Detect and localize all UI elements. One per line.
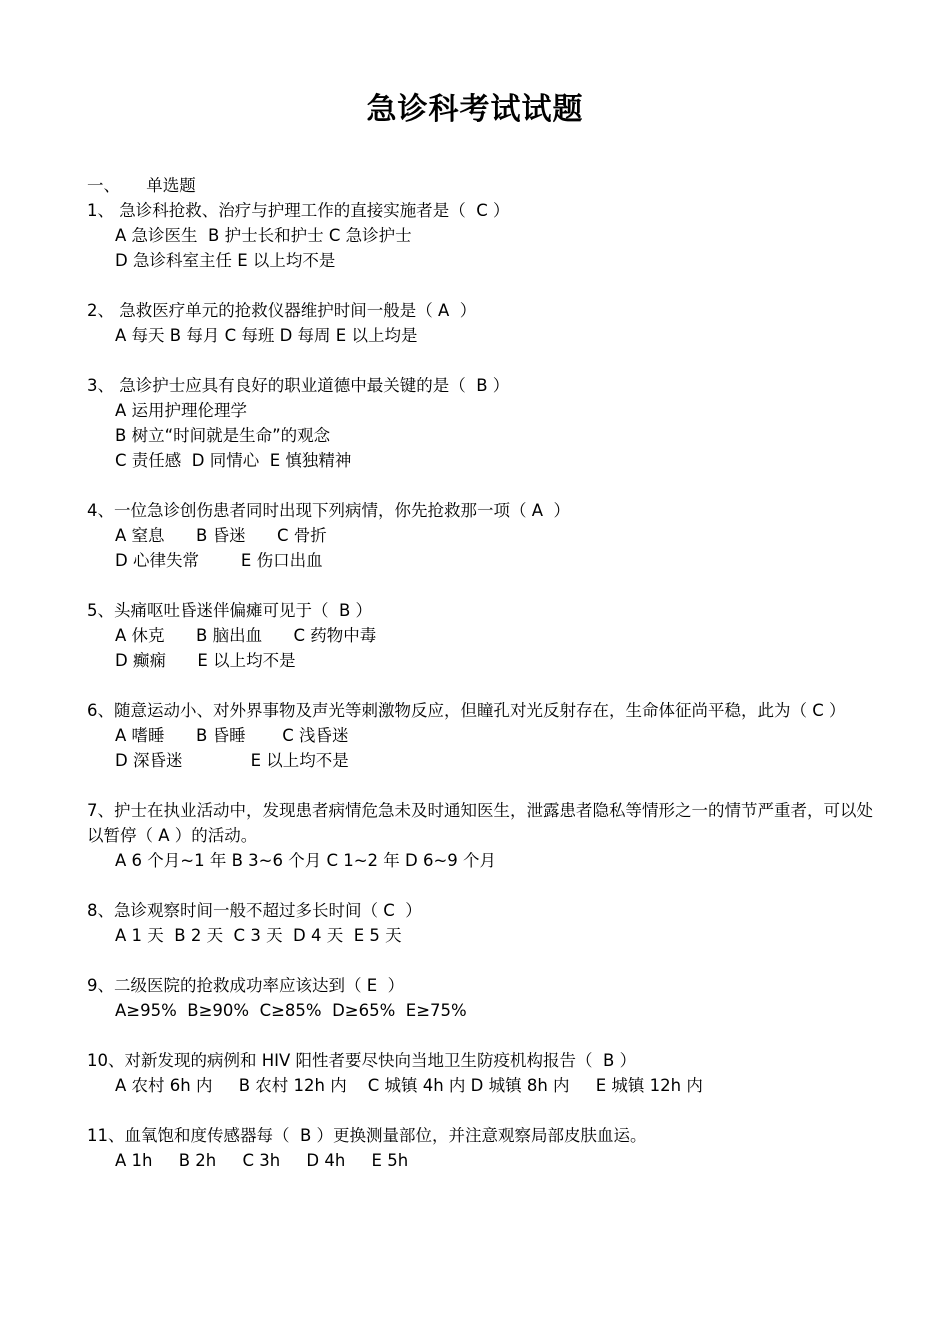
spacer [87, 873, 877, 898]
section-heading: 一、 单选题 [87, 176, 196, 195]
spacer [87, 948, 877, 973]
question-stem: 8、急诊观察时间一般不超过多长时间（ C ） [87, 901, 422, 920]
question-options: A 6 个月~1 年 B 3~6 个月 C 1~2 年 D 6~9 个月 [115, 851, 497, 870]
spacer [87, 473, 877, 498]
question-stem: 6、随意运动小、对外界事物及声光等刺激物反应，但瞳孔对光反射存在，生命体征尚平稳，此为（ C ） [87, 701, 846, 720]
spacer [87, 573, 877, 598]
question-options: A 每天 B 每月 C 每班 D 每周 E 以上均是 [115, 326, 418, 345]
question-options: A 休克 B 脑出血 C 药物中毒 [115, 626, 377, 645]
question-options: A 窒息 B 昏迷 C 骨折 [115, 526, 327, 545]
page-title: 急诊科考试试题 [366, 92, 584, 127]
question-options: A 1h B 2h C 3h D 4h E 5h [115, 1151, 409, 1170]
question-stem: 5、头痛呕吐昏迷伴偏瘫可见于（ B ） [87, 601, 373, 620]
question-stem: 2、 急救医疗单元的抢救仪器维护时间一般是（ A ） [87, 301, 477, 320]
question-options: A 急诊医生 B 护士长和护士 C 急诊护士 [115, 226, 412, 245]
question-options: A≥95% B≥90% C≥85% D≥65% E≥75% [115, 1001, 467, 1020]
question-options: D 癫痫 E 以上均不是 [115, 651, 296, 670]
question-options: A 嗜睡 B 昏睡 C 浅昏迷 [115, 726, 349, 745]
question-stem: 3、 急诊护士应具有良好的职业道德中最关键的是（ B ） [87, 376, 510, 395]
spacer [87, 773, 877, 798]
spacer [87, 348, 877, 373]
question-stem: 9、二级医院的抢救成功率应该达到（ E ） [87, 976, 405, 995]
question-options: A 运用护理伦理学 [115, 401, 248, 420]
question-stem: 10、对新发现的病例和 HIV 阳性者要尽快向当地卫生防疫机构报告（ B ） [87, 1051, 637, 1070]
question-options: C 责任感 D 同情心 E 慎独精神 [115, 451, 352, 470]
question-list [87, 173, 877, 1173]
question-options: D 心律失常 E 伤口出血 [115, 551, 323, 570]
spacer [87, 1098, 877, 1123]
question-stem: 11、血氧饱和度传感器每（ B ）更换测量部位，并注意观察局部皮肤血运。 [87, 1126, 647, 1145]
question-options: A 农村 6h 内 B 农村 12h 内 C 城镇 4h 内 D 城镇 8h 内 E 城镇 12h 内 [115, 1076, 703, 1095]
question-stem: 7、护士在执业活动中，发现患者病情危急未及时通知医生，泄露患者隐私等情形之一的情节严重者，可以处以暂停（ A ）的活动。 [87, 801, 873, 845]
question-options: D 急诊科室主任 E 以上均不是 [115, 251, 336, 270]
question-options: D 深昏迷 E 以上均不是 [115, 751, 349, 770]
spacer [87, 1023, 877, 1048]
spacer [87, 673, 877, 698]
question-stem: 4、一位急诊创伤患者同时出现下列病情，你先抢救那一项（ A ） [87, 501, 571, 520]
question-stem: 1、 急诊科抢救、治疗与护理工作的直接实施者是（ C ） [87, 201, 510, 220]
question-options: A 1 天 B 2 天 C 3 天 D 4 天 E 5 天 [115, 926, 402, 945]
spacer [87, 273, 877, 298]
question-options: B 树立“时间就是生命”的观念 [115, 426, 331, 445]
